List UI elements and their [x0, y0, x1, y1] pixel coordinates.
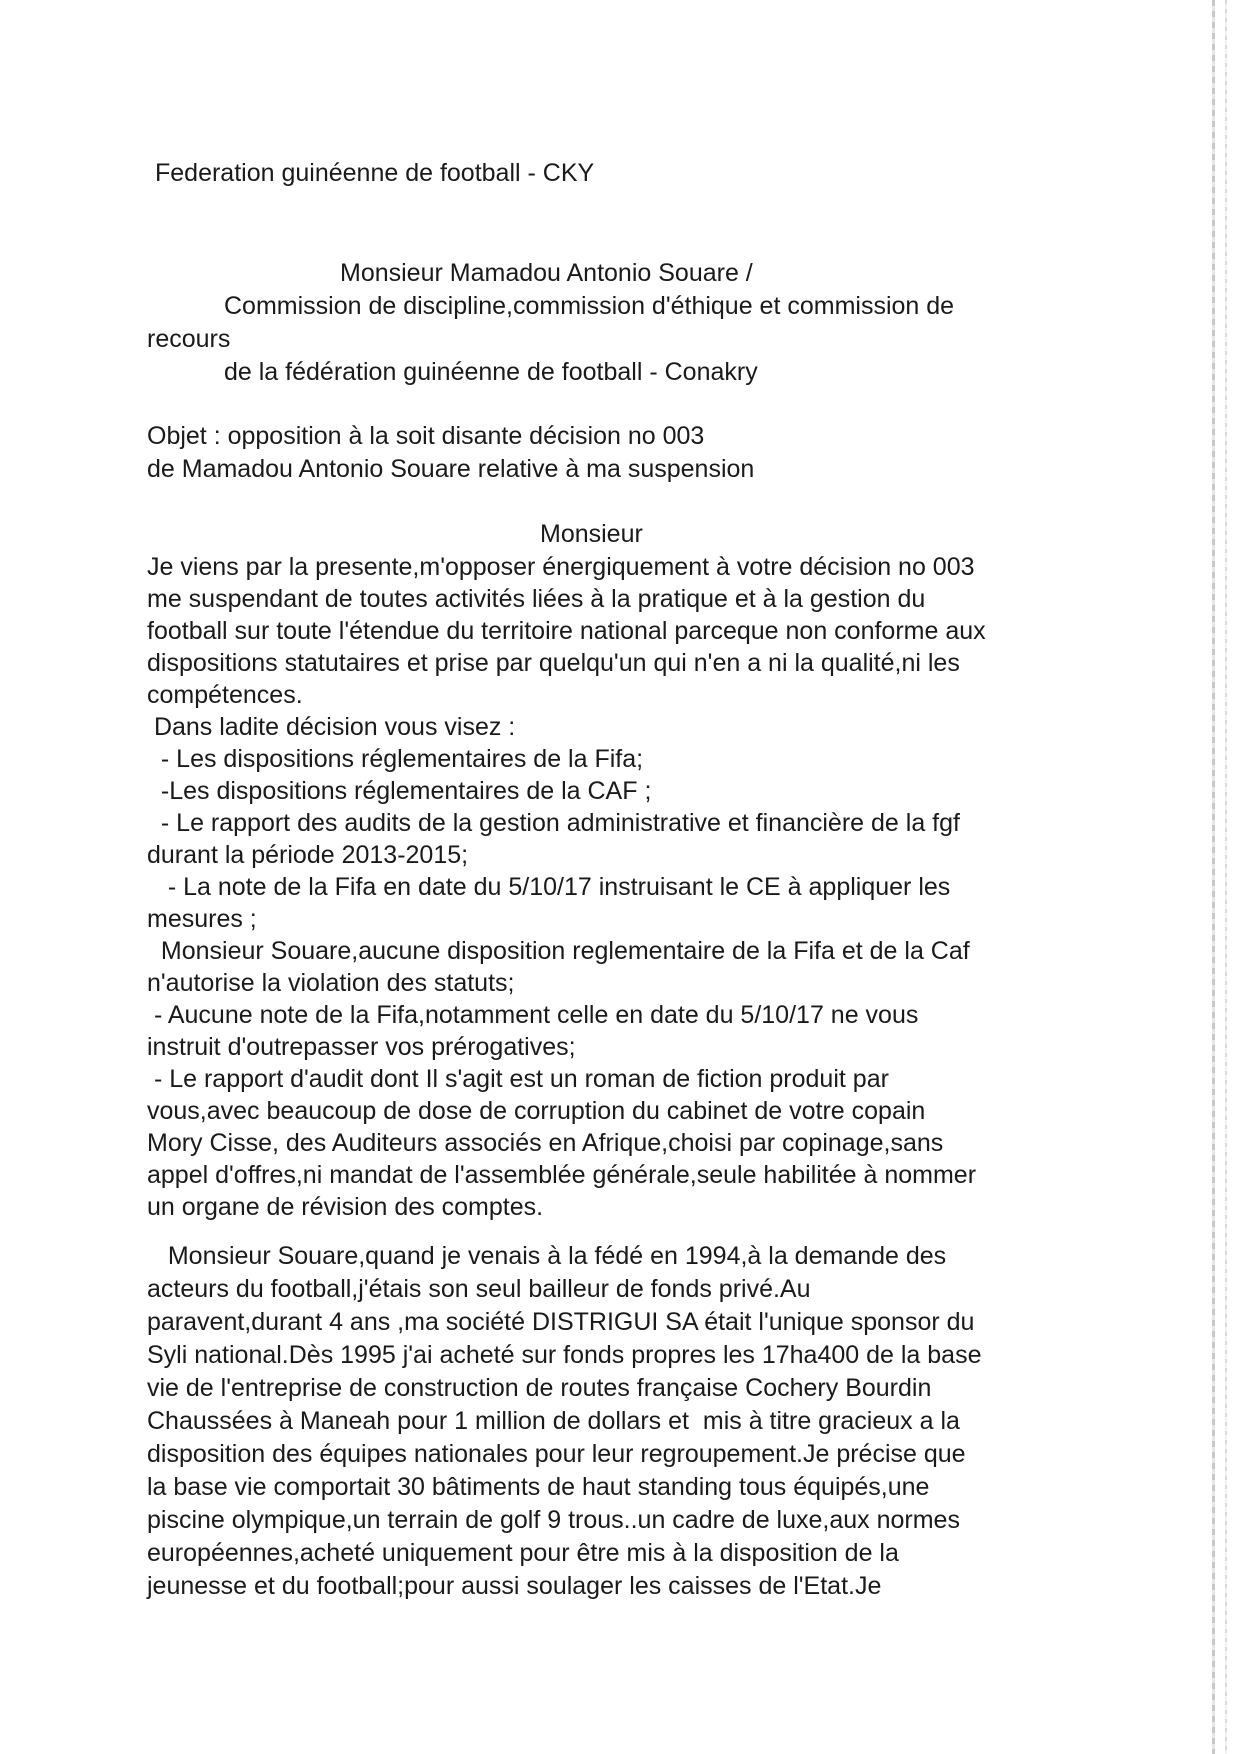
recipient-line-2: Commission de discipline,commission d'éthique et commission de	[224, 292, 955, 320]
body2-line: jeunesse et du football;pour aussi soulager les caisses de l'Etat.Je	[147, 1572, 882, 1600]
recipient-line-4: de la fédération guinéenne de football - Conakry	[224, 358, 758, 386]
body-line: un organe de révision des comptes.	[147, 1193, 544, 1221]
sender-line: Federation guinéenne de football - CKY	[155, 159, 595, 187]
body2-line: Syli national.Dès 1995 j'ai acheté sur fonds propres les 17ha400 de la base	[147, 1341, 982, 1369]
body2-line: Monsieur Souare,quand je venais à la fédé en 1994,à la demande des	[147, 1242, 947, 1270]
body-line: - Le rapport d'audit dont Il s'agit est un roman de fiction produit par	[147, 1065, 889, 1093]
body-line: appel d'offres,ni mandat de l'assemblée générale,seule habilitée à nommer	[147, 1161, 977, 1189]
body-line: n'autorise la violation des statuts;	[147, 969, 515, 997]
body-line: vous,avec beaucoup de dose de corruption du cabinet de votre copain	[147, 1097, 926, 1125]
body-line: Je viens par la presente,m'opposer énergiquement à votre décision no 003	[147, 553, 975, 581]
body-line: -Les dispositions réglementaires de la CAF ;	[147, 777, 652, 805]
body-line: football sur toute l'étendue du territoire national parceque non conforme aux	[147, 617, 986, 645]
body-line: Mory Cisse, des Auditeurs associés en Afrique,choisi par copinage,sans	[147, 1129, 944, 1157]
body2-line: disposition des équipes nationales pour leur regroupement.Je précise que	[147, 1440, 966, 1468]
recipient-line-3: recours	[147, 325, 231, 353]
scan-edge-secondary	[1225, 0, 1227, 1754]
body-line: me suspendant de toutes activités liées à la pratique et à la gestion du	[147, 585, 926, 613]
body-line: Monsieur Souare,aucune disposition reglementaire de la Fifa et de la Caf	[147, 937, 970, 965]
body2-line: piscine olympique,un terrain de golf 9 trous..un cadre de luxe,aux normes	[147, 1506, 960, 1534]
body-line: compétences.	[147, 681, 303, 709]
body-line: Dans ladite décision vous visez :	[147, 713, 516, 741]
salutation: Monsieur	[540, 520, 643, 548]
body-line: mesures ;	[147, 905, 257, 933]
subject-line-1: Objet : opposition à la soit disante décision no 003	[147, 422, 705, 450]
body2-line: paravent,durant 4 ans ,ma société DISTRIGUI SA était l'unique sponsor du	[147, 1308, 975, 1336]
body-line: durant la période 2013-2015;	[147, 841, 469, 869]
body2-line: vie de l'entreprise de construction de routes française Cochery Bourdin	[147, 1374, 932, 1402]
recipient-line-1: Monsieur Mamadou Antonio Souare /	[340, 259, 753, 287]
scan-edge	[1212, 0, 1215, 1754]
body-line: - La note de la Fifa en date du 5/10/17 instruisant le CE à appliquer les	[147, 873, 951, 901]
subject-line-2: de Mamadou Antonio Souare relative à ma suspension	[147, 455, 755, 483]
body-line: - Le rapport des audits de la gestion administrative et financière de la fgf	[147, 809, 960, 837]
body-line: - Les dispositions réglementaires de la Fifa;	[147, 745, 644, 773]
body2-line: Chaussées à Maneah pour 1 million de dollars et mis à titre gracieux a la	[147, 1407, 960, 1435]
body-line: - Aucune note de la Fifa,notamment celle en date du 5/10/17 ne vous	[147, 1001, 919, 1029]
body-line: dispositions statutaires et prise par quelqu'un qui n'en a ni la qualité,ni les	[147, 649, 960, 677]
body-line: instruit d'outrepasser vos prérogatives;	[147, 1033, 576, 1061]
body2-line: acteurs du football,j'étais son seul bailleur de fonds privé.Au	[147, 1275, 811, 1303]
body2-line: européennes,acheté uniquement pour être mis à la disposition de la	[147, 1539, 899, 1567]
body2-line: la base vie comportait 30 bâtiments de haut standing tous équipés,une	[147, 1473, 930, 1501]
